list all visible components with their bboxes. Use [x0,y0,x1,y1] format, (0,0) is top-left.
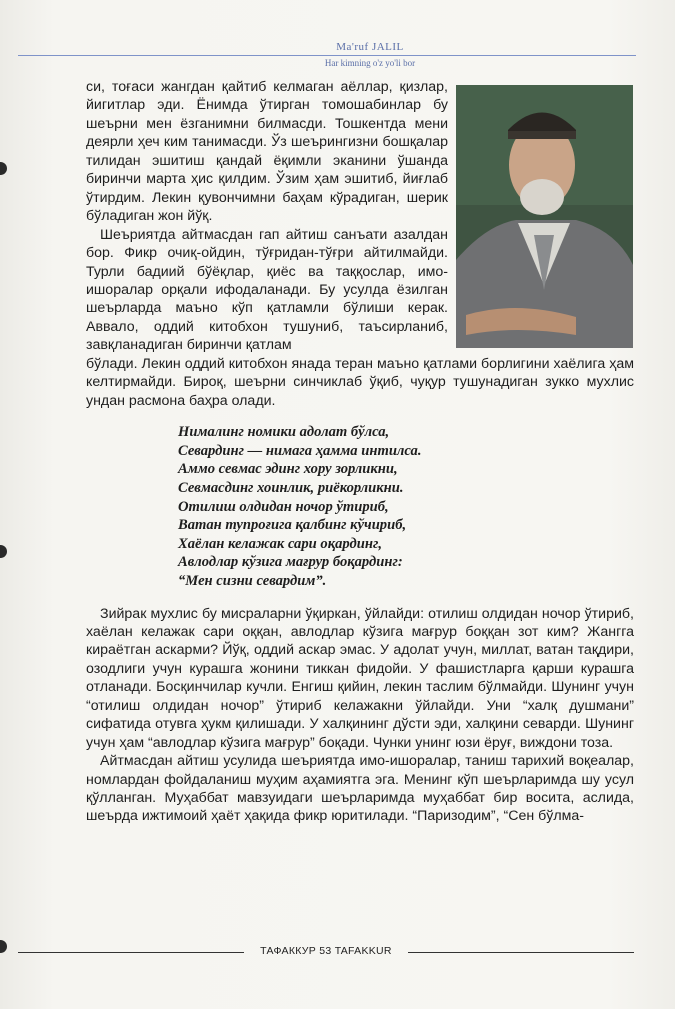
poem-line: Хаёлан келажак сари оқардинг, [178,535,382,552]
running-head-title: Har kimning o'z yo'li bor [324,58,416,68]
paragraph: Айтмасдан айтиш усулида шеъриятда имо-ишоралар, таниш тарихий воқеалар, номлардан фойдаланиш муҳим аҳамиятга эга. Менинг кўп шеърларимда шу усул қўлланган. Муҳаббат мавзуидаги шеърларимда муҳаббат бир восита, аслида, шеърда ижтимоий ҳаёт ҳақида фикр юритилади. “Паризодим”, “Сен бўлма- [86,753,634,825]
poem-line: Севардинг — нимага ҳамма интилса. [178,442,422,459]
footer-rule-right [408,952,634,953]
article-body [86,78,634,826]
poem-line: Отилиш олдидан ночор ўтириб, [178,498,389,515]
paragraph: си, тоғаси жангдан қайтиб келмаган аёллар, қизлар, йигитлар эди. Ёнимда ўтирган томошабинлар бу шеърни мен ёзганимни билмасди. Тошкентда мени деярли ҳеч ким танимасди. Ўз шеърингизни бошқалар тилидан эшитиш қандай ёқимли эканини ўшанда биринчи марта ҳис қилдим. Ўзим ҳам эшитиб, йиғлаб ўтирдим. Лекин қувончимни баҳам кўрадиган, шерик бўладиган жон йўқ. [86,79,448,225]
running-head-author: Ma'ruf JALIL [336,41,404,53]
poem-line: Авлодлар кўзига мағрур боқардинг: [178,554,403,571]
footer-rule-left [18,952,244,953]
header-rule [18,55,636,56]
binder-hole [0,162,7,175]
paragraph: Шеъриятда айтмасдан гап айтиш санъати азалдан бор. Фикр очиқ-ойдин, тўғридан-тўғри айтилмайди. Турли бадиий бўёқлар, қиёс ва таққослар, имо-ишоралар орқали ифодаланади. Бу усулда ёзилган шеърларда маъно кўп қатламли бўлиши керак. Аввало, оддий китобхон тушуниб, таъсирланиб, завқланадиган биринчи қатлам [86,226,448,354]
poem-line: Ватан тупроғига қалбинг кўчириб, [178,517,407,534]
poem-line: “Мен сизни севардим”. [178,572,327,589]
paragraph-continued: бўлади. Лекин оддий китобхон янада теран маъно қатлами борлигини хаёлига ҳам келтирмайди. Бироқ, шеърни синчиклаб ўқиб, чуқур тушунадиган зукко мухлис ундан расмона баҳра олади. [86,355,634,409]
paragraph: Зийрак мухлис бу мисраларни ўқиркан, ўйлайди: отилиш олдидан ночор ўтириб, хаёлан келажак сари оққан, авлодлар кўзига мағрур боққан зот ким? Жангга кираётган аскарми? Йўқ, оддий аскар эмас. У адолат учун, миллат, ватан тақдири, озодлиги учун курашга жонини тиккан фидойи. У фашистларга қарши курашга отланади. Босқинчилар кучли. Енгиш қийин, лекин таслим бўлмайди. Шунинг учун “отилиш олдидан ночор” ўтириб келажакни ўйлайди. Уни “халқ душмани” сифатида отувга ҳукм қилишади. У халқининг дўсти эди, халқини севарди. Шунинг учун ҳам “авлодлар кўзига мағрур” боқади. Чунки унинг юзи ёруғ, виждони тоза. [86,605,634,751]
footer-page-label: ТАФАККУР 53 TAFAKKUR [260,945,392,957]
poem-excerpt [178,423,634,590]
poem-line: Аммо севмас эдинг хору зорликни, [178,461,398,478]
binder-hole [0,545,7,558]
poem-line: Севмасдинг хоинлик, риёкорликни. [178,479,404,496]
page-footer [0,944,675,964]
poem-line: Нималинг номики адолат бўлса, [178,424,390,441]
